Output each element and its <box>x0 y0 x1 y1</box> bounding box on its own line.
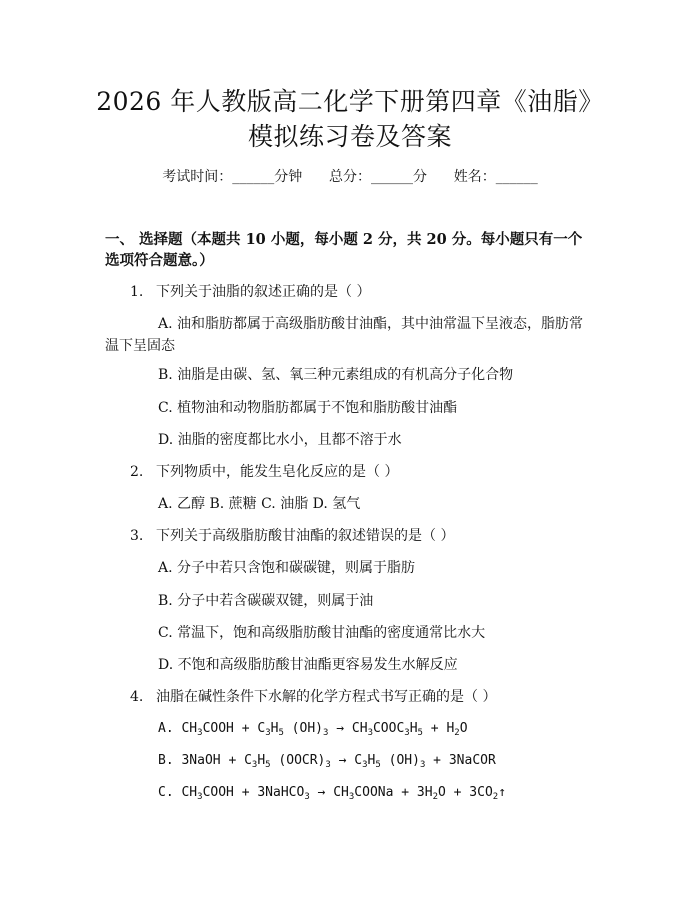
option-4a <box>158 720 468 738</box>
document-title-line2: 模拟练习卷及答案 <box>247 122 452 151</box>
option-3b: B. 分子中若含碳碳双键，则属于油 <box>158 593 374 609</box>
formula-subscript: 3 <box>197 728 203 738</box>
option-1a: A. 油和脂肪都属于高级脂肪酸甘油酯，其中油常温下呈液态，脂肪常温下呈固态 <box>105 316 584 354</box>
formula-text: COOH + C <box>202 721 266 736</box>
formula-text: (OH) <box>283 721 323 736</box>
formula-subscript: 3 <box>265 728 271 738</box>
formula-subscript: 3 <box>419 760 426 770</box>
formula-subscript: 3 <box>362 760 368 770</box>
formula-text: H <box>409 721 418 736</box>
formula-subscript: 3 <box>304 792 310 802</box>
option-1d: D. 油脂的密度都比水小，且都不溶于水 <box>158 432 402 448</box>
formula-text: COONa + 3H <box>354 785 433 800</box>
formula-text: → CH <box>328 721 368 736</box>
question-number: 1. <box>130 284 144 300</box>
formula-text: (OH) <box>380 753 420 768</box>
formula-text: H <box>257 753 266 768</box>
question-stem: 下列物质中，能发生皂化反应的是（ ） <box>156 464 399 480</box>
formula-text: H <box>270 721 279 736</box>
total-score: 总分：______分 <box>329 169 427 185</box>
exam-time: 考试时间：______分钟 <box>162 169 303 185</box>
formula-text: + 3NaCOR <box>425 753 496 768</box>
option-1b: B. 油脂是由碳、氢、氧三种元素组成的有机高分子化合物 <box>158 367 514 383</box>
exam-meta <box>0 168 700 186</box>
option-3d: D. 不饱和高级脂肪酸甘油酯更容易发生水解反应 <box>158 657 458 673</box>
question-3 <box>130 527 454 545</box>
formula-subscript: 5 <box>417 728 423 738</box>
formula-text: A. CH <box>158 721 198 736</box>
formula-subscript: 3 <box>404 728 410 738</box>
question-number: 4. <box>130 689 144 705</box>
formula-subscript: 3 <box>348 792 355 802</box>
document-title-line1: 2026 年人教版高二化学下册第四章《油脂》 <box>96 87 604 116</box>
option-1c: C. 植物油和动物脂肪都属于不饱和脂肪酸甘油酯 <box>158 400 458 416</box>
option-4c <box>158 784 506 802</box>
option-2-all: A. 乙醇 B. 蔗糖 C. 油脂 D. 氢气 <box>158 496 361 512</box>
option-4b <box>158 752 496 770</box>
formula-subscript: 2 <box>454 728 460 738</box>
question-stem: 下列关于油脂的叙述正确的是（ ） <box>156 284 371 300</box>
student-name: 姓名：______ <box>453 169 538 185</box>
question-stem: 下列关于高级脂肪酸甘油酯的叙述错误的是（ ） <box>156 528 455 544</box>
formula-text: COOC <box>372 721 405 736</box>
formula-text: → C <box>330 753 363 768</box>
formula-subscript: 5 <box>265 760 271 770</box>
formula-text: H <box>367 753 376 768</box>
formula-text: C. CH <box>158 785 198 800</box>
question-2 <box>130 463 398 481</box>
formula-text: O <box>459 721 468 736</box>
question-stem: 油脂在碱性条件下水解的化学方程式书写正确的是（ ） <box>156 689 497 705</box>
formula-subscript: 5 <box>375 760 381 770</box>
formula-text: + H <box>422 721 455 736</box>
formula-subscript: 3 <box>367 728 373 738</box>
formula-text: → CH <box>309 785 349 800</box>
question-4 <box>130 688 496 706</box>
formula-subscript: 3 <box>325 760 331 770</box>
formula-text: COOH + 3NaHCO <box>202 785 305 800</box>
formula-text: B. 3NaOH + C <box>158 753 252 768</box>
question-number: 3. <box>130 528 144 544</box>
formula-text: ↑ <box>498 785 507 800</box>
formula-subscript: 5 <box>278 728 284 738</box>
formula-text: O + 3CO <box>438 785 493 800</box>
formula-subscript: 3 <box>323 728 329 738</box>
formula-subscript: 2 <box>432 792 438 802</box>
formula-subscript: 3 <box>197 792 203 802</box>
formula-subscript: 3 <box>251 760 258 770</box>
question-number: 2. <box>130 464 144 480</box>
section-heading: 一、 选择题（本题共 10 小题，每小题 2 分，共 20 分。每小题只有一个选项符合题意。） <box>105 231 583 269</box>
question-1 <box>130 283 370 301</box>
option-3a: A. 分子中若只含饱和碳碳键，则属于脂肪 <box>158 560 416 576</box>
formula-text: (OOCR) <box>270 753 326 768</box>
option-3c: C. 常温下，饱和高级脂肪酸甘油酯的密度通常比水大 <box>158 625 486 641</box>
formula-subscript: 2 <box>492 792 499 802</box>
